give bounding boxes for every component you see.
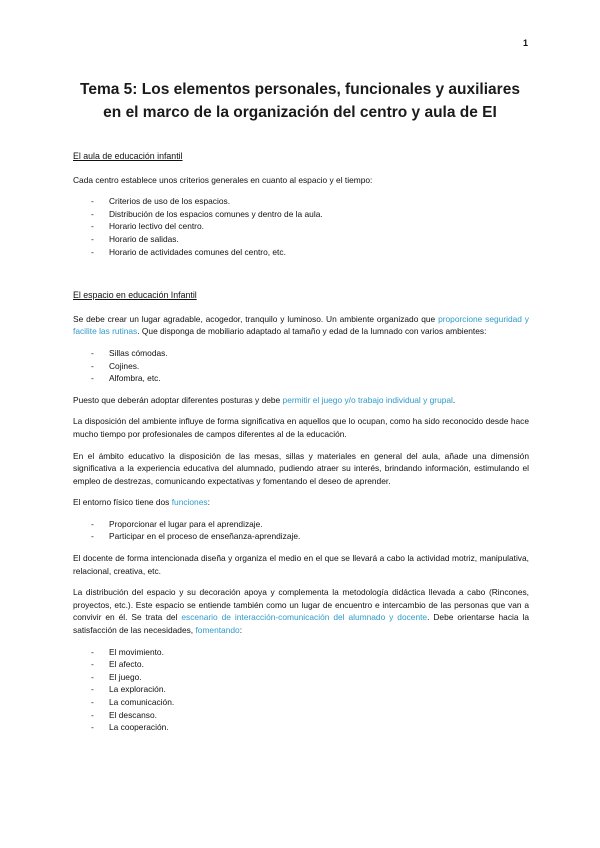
list-item: - La cooperación. [73,721,529,734]
list-item: - Participar en el proceso de enseñanza-aprendizaje. [73,530,529,543]
list-item: - La exploración. [73,683,529,696]
document-body [73,150,529,743]
paragraph: Cada centro establece unos criterios generales en cuanto al espacio y el tiempo: [73,174,373,185]
highlight-text: funciones [171,497,208,508]
paragraph: Se debe crear un lugar agradable, acogedor, tranquilo y luminoso. Un ambiente organizado que proporcione seguridad y facilite las rutinas. Que disponga de mobiliario adaptado al tamaño y edad de la lumnado con varios ambientes: [73,313,529,337]
list-item: - El afecto. [73,658,529,671]
criteria-list [73,195,529,258]
paragraph: Puesto que deberán adoptar diferentes posturas y debe permitir el juego y/o trabajo individual y grupal. [73,394,456,405]
functions-list [73,518,529,543]
list-item: - Alfombra, etc. [73,372,529,385]
list-item: - Horario de actividades comunes del centro, etc. [73,246,529,259]
list-item: - El movimiento. [73,646,529,659]
list-item: - El descanso. [73,709,529,722]
paragraph: La disposición del ambiente influye de forma significativa en aquellos que lo ocupan, como ha sido reconocido desde hace mucho tiempo por profesionales de campos diferentes al de la educación. [73,416,529,439]
furniture-list [73,347,529,385]
needs-list [73,646,529,734]
list-item: - Distribución de los espacios comunes y dentro de la aula. [73,208,529,221]
page-title [60,78,540,124]
list-item: - Horario lectivo del centro. [73,220,529,233]
paragraph: La distribución del espacio y su decoración apoya y complementa la metodología didáctica llevada a cabo (Rincones, proyectos, etc.). Este espacio se entiende también como un lugar de encuentro e intercambio de las personas que van a convivir en él. Se trata del escenario de interacción-comunicación del alumnado y docente. Debe orientarse hacia la satisfacción de las necesidades, fomentando: [73,587,529,636]
list-item: - Criterios de uso de los espacios. [73,195,529,208]
paragraph: En el ámbito educativo la disposición de las mesas, sillas y materiales en general del aula, añade una dimensión significativa a la experiencia educativa del alumnado, pudiendo atraer su interés, brindando información, estimulando el empleo de destrezas, comunicando expectativas y fomentando el deseo de aprender. [73,450,529,486]
section-heading-espacio: El espacio en educación Infantil [73,290,197,301]
paragraph: El docente de forma intencionada diseña y organiza el medio en el que se llevará a cabo la actividad motriz, manipulativa, relacional, creativa, etc. [73,553,529,576]
list-item: - Cojines. [73,360,529,373]
highlight-text: escenario de interacción-comunicación del alumnado y docente [181,612,428,623]
highlight-text: permitir el juego y/o trabajo individual y grupal [282,394,453,405]
list-item: - Proporcionar el lugar para el aprendizaje. [73,518,529,531]
highlight-text: fomentando [195,625,240,636]
title-line-1: Tema 5: Los elementos personales, funcionales y auxiliares [80,81,520,98]
page-number: 1 [522,38,528,48]
highlight-text: proporcione seguridad y facilite las rutinas [73,313,529,337]
list-item: - La comunicación. [73,696,529,709]
section-heading-aula: El aula de educación infantil [73,151,183,161]
list-item: - El juego. [73,671,529,684]
list-item: - Horario de salidas. [73,233,529,246]
paragraph: El entorno físico tiene dos funciones: [73,497,210,508]
list-item: - Sillas cómodas. [73,347,529,360]
title-line-2: en el marco de la organización del centro y aula de EI [103,104,497,121]
